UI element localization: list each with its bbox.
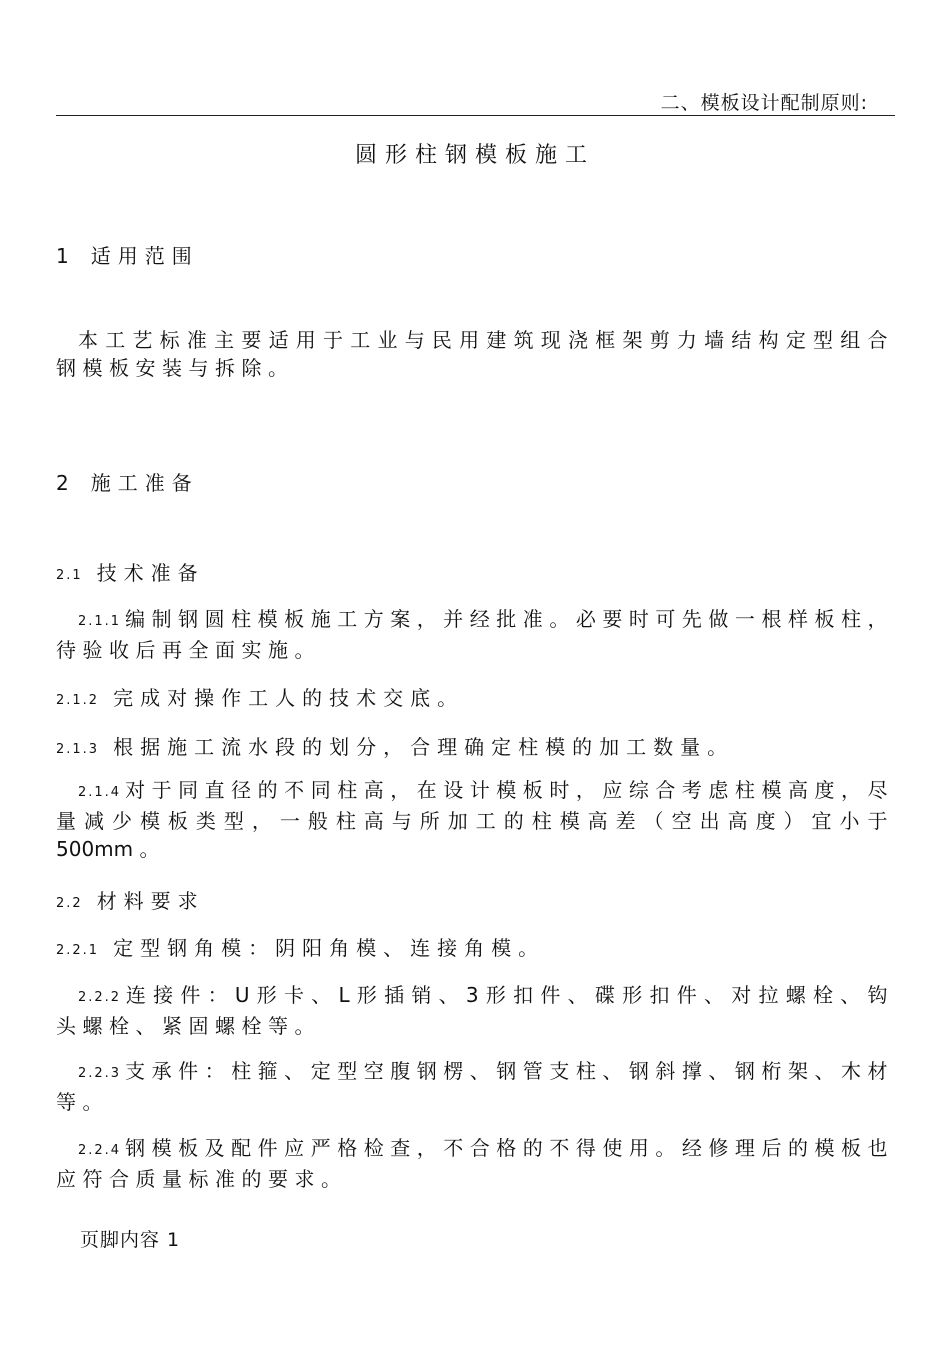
section-number: 2 [56,471,69,495]
subsection-title: 技术准备 [96,561,205,585]
subsection-number: 2.1 [56,568,83,583]
item-number: 2.1.1 [78,614,122,629]
page-footer: 页脚内容 1 [80,1229,181,1251]
subsection-2-1-heading [56,557,205,586]
header-divider [56,115,895,116]
item-2-1-4 [56,776,894,863]
document-title: 圆形柱钢模板施工 [354,143,595,168]
subsection-2-2-heading [56,885,205,914]
running-header: 二、模板设计配制原则: [660,92,868,114]
item-text: 对于同直径的不同柱高，在设计模板时，应综合考虑柱模高度，尽量减少模板类型，一般柱高与所加工的柱模高差（空出高度）宜小于 [56,778,894,833]
item-text: 编制钢圆柱模板施工方案，并经批准。必要时可先做一根样板柱，待验收后再全面实施。 [56,607,894,662]
item-2-2-1 [56,932,545,961]
item-text-tail: 500mm 。 [56,837,160,861]
section-title: 适用范围 [90,244,199,268]
item-number: 2.2.2 [78,990,122,1005]
subsection-title: 材料要求 [96,889,205,913]
item-number: 2.1.3 [56,742,100,757]
item-text: 根据施工流水段的划分，合理确定柱模的加工数量。 [113,735,735,759]
item-number: 2.2.1 [56,943,100,958]
item-text: 完成对操作工人的技术交底。 [113,686,465,710]
item-text: 钢模板及配件应严格检查，不合格的不得使用。经修理后的模板也应符合质量标准的要求。 [56,1136,894,1191]
section-number: 1 [56,244,69,268]
item-2-1-3 [56,731,734,760]
subsection-number: 2.2 [56,896,83,911]
item-2-2-3 [56,1057,894,1116]
item-text: 支承件：柱箍、定型空腹钢楞、钢管支柱、钢斜撑、钢桁架、木材等。 [56,1059,894,1114]
item-text: 连接件：U形卡、L形插销、3形扣件、碟形扣件、对拉螺栓、钩头螺栓、紧固螺栓等。 [56,983,894,1038]
item-number: 2.2.3 [78,1066,122,1081]
item-number: 2.2.4 [78,1143,122,1158]
item-2-2-2 [56,981,894,1040]
section-title: 施工准备 [90,471,199,495]
item-2-2-4 [56,1134,894,1193]
section-1-paragraph: 本工艺标准主要适用于工业与民用建筑现浇框架剪力墙结构定型组合钢模板安装与拆除。 [56,328,894,380]
section-1-heading [56,240,199,269]
section-2-heading [56,467,199,496]
item-2-1-1 [56,605,894,664]
item-2-1-2 [56,682,464,711]
item-number: 2.1.4 [78,785,122,800]
item-text: 定型钢角模：阴阳角模、连接角模。 [113,936,546,960]
item-number: 2.1.2 [56,693,100,708]
